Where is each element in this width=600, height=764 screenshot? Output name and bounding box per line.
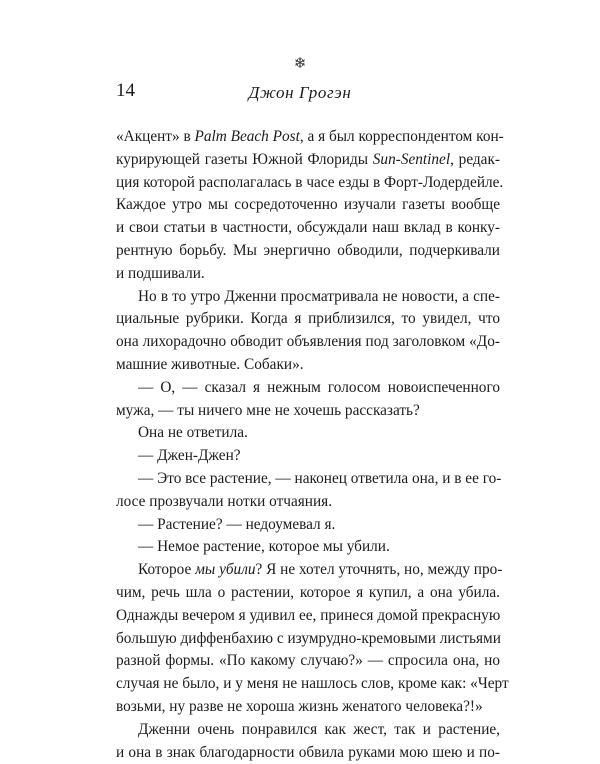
text-line [116, 673, 509, 696]
text-segment: мужа, — ты ничего мне не хочешь рассказать? [116, 401, 420, 419]
text-line [116, 172, 504, 195]
text-segment: Однажды вечером я удивил ее, принеся домой прекрасную [116, 606, 501, 624]
text-segment: — Растение? — недоумевал я. [138, 515, 336, 533]
text-line [116, 605, 500, 628]
text-line [116, 514, 500, 537]
text-segment: , редак- [450, 150, 501, 168]
italic-text-segment: Sun-Sentinel [372, 150, 451, 168]
italic-text-segment: мы убили [195, 561, 256, 579]
text-segment: Дженни очень понравился как жест, так и растение, [138, 720, 500, 738]
text-segment: Но в то утро Дженни просматривала не новости, а спе- [138, 287, 500, 305]
text-line [116, 286, 500, 309]
text-segment: случая не было, и у меня не нашлось слов, кроме как: «Черт [116, 675, 509, 693]
body-text [116, 126, 509, 764]
text-segment: ? Я не хотел уточнять, но, между про- [255, 561, 503, 579]
text-segment: — Это все растение, — наконец ответила она, и в ее го- [138, 469, 502, 487]
text-segment: , а я был корреспондентом кон- [299, 128, 504, 145]
snowflake-ornament-icon: ❄ [293, 56, 307, 72]
text-line [116, 582, 500, 605]
text-line [116, 377, 500, 400]
text-segment: и подшивали. [116, 264, 205, 282]
text-line [116, 696, 500, 719]
text-segment: рентную борьбу. Мы энергично обводили, подчеркивали [116, 241, 500, 259]
text-line [116, 240, 500, 263]
text-line [116, 559, 503, 582]
text-line [116, 445, 500, 468]
text-segment: — Немое растение, которое мы убили. [138, 538, 390, 556]
text-line [116, 491, 500, 514]
text-line [116, 719, 500, 742]
text-segment: «Акцент» в [116, 128, 195, 145]
text-segment: чим, речь шла о растении, которое я купил, а она убила. [116, 583, 500, 601]
text-segment: и свои статьи в частности, обсуждали наш вклад в конку- [116, 219, 500, 237]
text-segment: Она не ответила. [138, 424, 248, 442]
text-segment: лосе прозвучали нотки отчаяния. [116, 492, 333, 510]
text-segment: Которое [138, 561, 196, 579]
text-line [116, 650, 500, 673]
text-segment: разной формы. «По какому случаю?» — спросила она, но [116, 652, 500, 670]
text-line [116, 217, 500, 240]
text-segment: ция которой располагалась в часе езды в Форт-Лодердейле. [116, 173, 504, 191]
text-segment: большую диффенбахию с изумрудно-кремовыми листьями [116, 629, 501, 647]
text-segment: Каждое утро мы сосредоточенно изучали газеты вообще [116, 196, 500, 214]
text-line [116, 126, 504, 149]
text-line [116, 263, 500, 286]
text-line [116, 628, 500, 651]
running-head-author: Джон Грогэн [248, 83, 352, 102]
text-line [116, 742, 500, 764]
text-line [116, 331, 500, 354]
text-segment: и она в знак благодарности обвила руками мою шею и по- [116, 743, 500, 761]
text-line [116, 354, 500, 377]
text-segment: возьми, ну разве не хороша жизнь женатого человека?!» [116, 697, 483, 715]
text-line [116, 536, 500, 559]
text-line [116, 400, 500, 423]
italic-text-segment: Palm Beach Post [194, 128, 300, 145]
text-line [116, 422, 500, 445]
text-segment: — О, — сказал я нежным голосом новоиспеченного [138, 378, 500, 396]
text-segment: машние животные. Собаки». [116, 355, 304, 373]
text-line [116, 308, 500, 331]
text-line [116, 149, 500, 172]
text-segment: она лихорадочно обводит объявления под заголовком «До- [116, 333, 500, 351]
text-line [116, 468, 500, 491]
text-segment: курирующей газеты Южной Флориды [116, 150, 373, 168]
page-number: 14 [116, 80, 135, 101]
text-line [116, 194, 500, 217]
text-segment: циальные рубрики. Когда я приблизился, то увидел, что [116, 310, 500, 328]
text-segment: — Джен-Джен? [138, 447, 241, 465]
